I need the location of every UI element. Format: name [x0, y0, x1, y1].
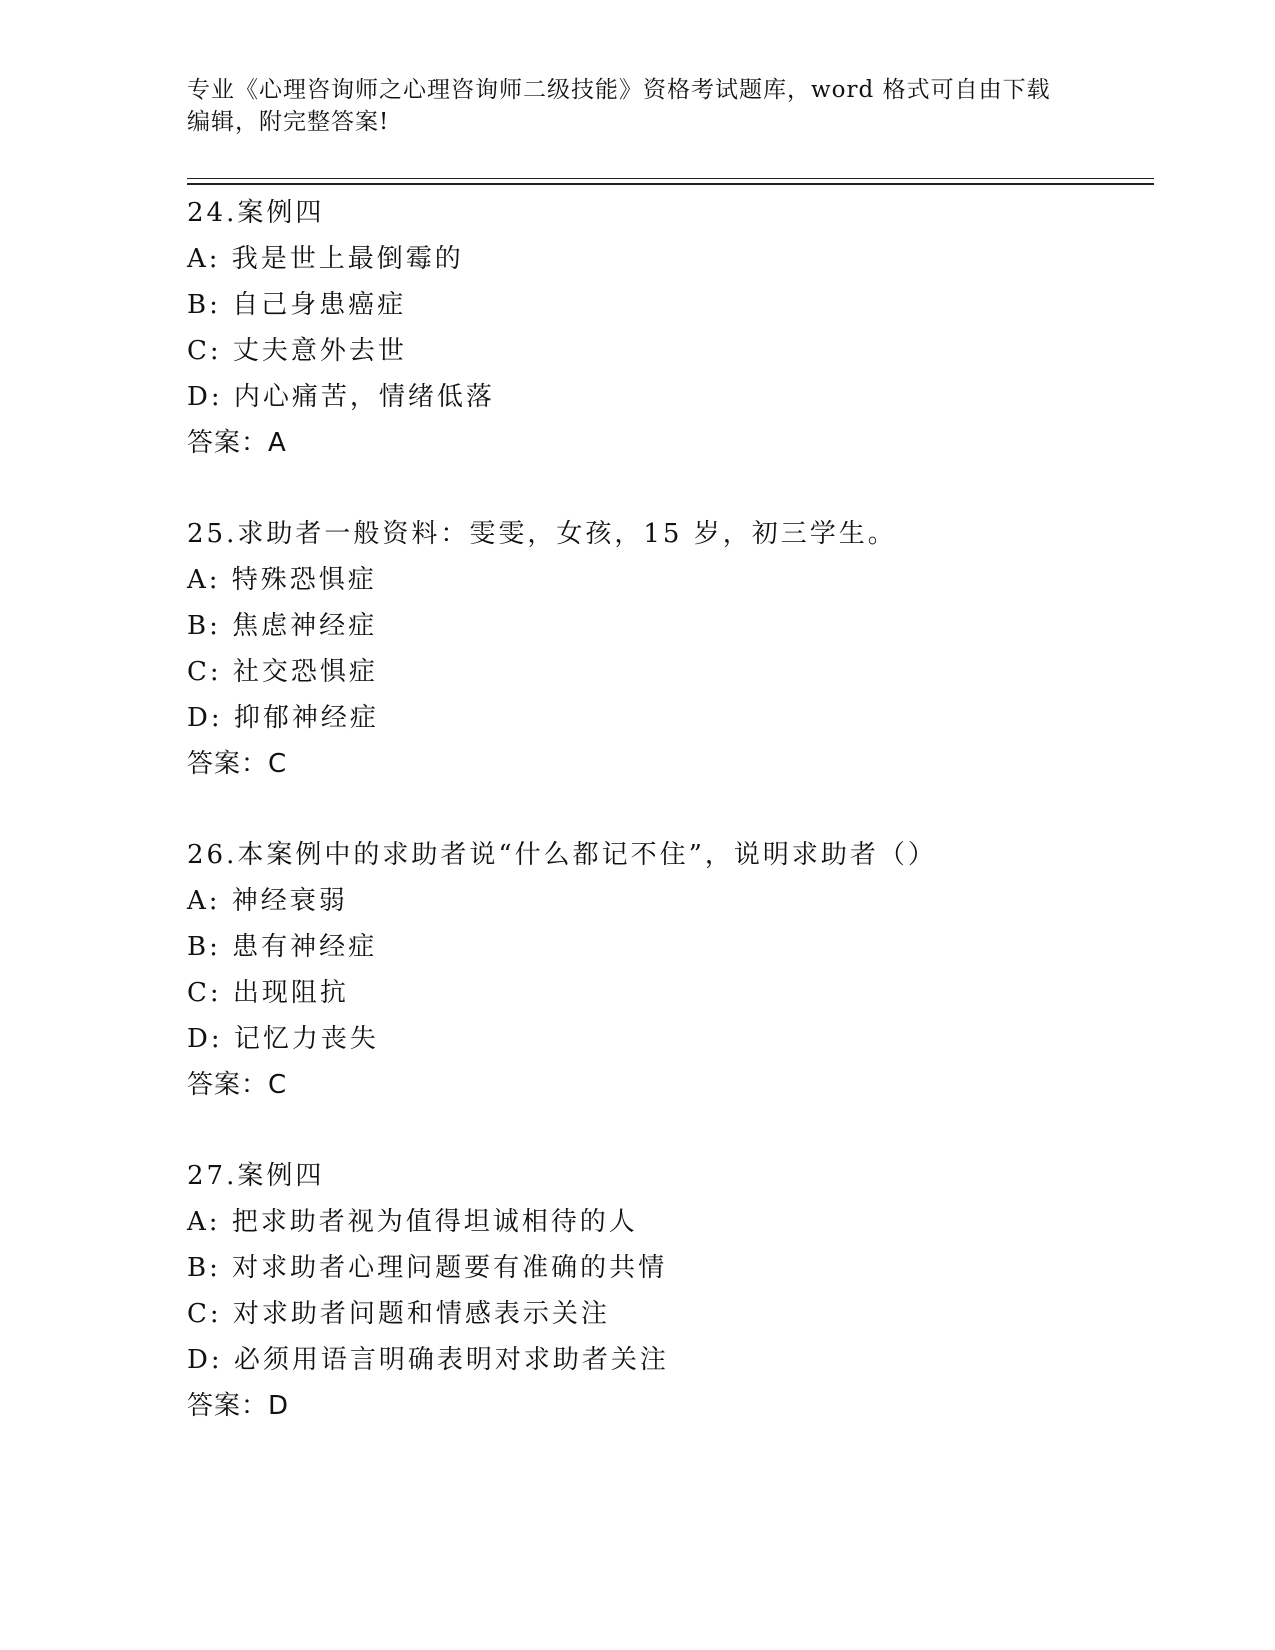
- option-b: B: 对求助者心理问题要有准确的共情: [187, 1253, 668, 1283]
- answer-line: 答案：C: [187, 1070, 288, 1100]
- option-a: A: 神经衰弱: [187, 886, 348, 916]
- option-a: A: 把求助者视为值得坦诚相待的人: [187, 1207, 638, 1237]
- question-stem: 26.本案例中的求助者说“什么都记不住”，说明求助者（）: [187, 840, 937, 870]
- option-d: D: 抑郁神经症: [187, 703, 379, 733]
- option-b: B: 焦虑神经症: [187, 611, 378, 641]
- question-stem: 24.案例四: [187, 198, 325, 228]
- question-25: [187, 511, 1147, 787]
- option-d: D: 内心痛苦，情绪低落: [187, 382, 495, 412]
- question-26: [187, 832, 1147, 1108]
- option-a: A: 我是世上最倒霉的: [187, 244, 464, 274]
- header-rule-thin: [187, 178, 1154, 179]
- answer-line: 答案：C: [187, 749, 288, 779]
- option-a: A: 特殊恐惧症: [187, 565, 377, 595]
- document-header: [187, 74, 1087, 138]
- header-rule-thick: [187, 183, 1154, 185]
- header-line-2: 编辑，附完整答案!: [187, 109, 390, 135]
- option-b: B: 自己身患癌症: [187, 290, 407, 320]
- option-c: C: 社交恐惧症: [187, 657, 378, 687]
- option-c: C: 出现阻抗: [187, 978, 349, 1008]
- answer-line: 答案：D: [187, 1391, 290, 1421]
- option-c: C: 丈夫意外去世: [187, 336, 407, 366]
- question-27: [187, 1153, 1147, 1429]
- question-stem: 25.求助者一般资料：雯雯，女孩，15 岁，初三学生。: [187, 519, 897, 549]
- header-line-1: 专业《心理咨询师之心理咨询师二级技能》资格考试题库，word 格式可自由下载: [187, 77, 1051, 103]
- answer-line: 答案：A: [187, 428, 287, 458]
- option-c: C: 对求助者问题和情感表示关注: [187, 1299, 610, 1329]
- question-list: [187, 190, 1147, 1474]
- option-d: D: 必须用语言明确表明对求助者关注: [187, 1345, 669, 1375]
- option-d: D: 记忆力丧失: [187, 1024, 379, 1054]
- option-b: B: 患有神经症: [187, 932, 378, 962]
- question-24: [187, 190, 1147, 466]
- question-stem: 27.案例四: [187, 1161, 325, 1191]
